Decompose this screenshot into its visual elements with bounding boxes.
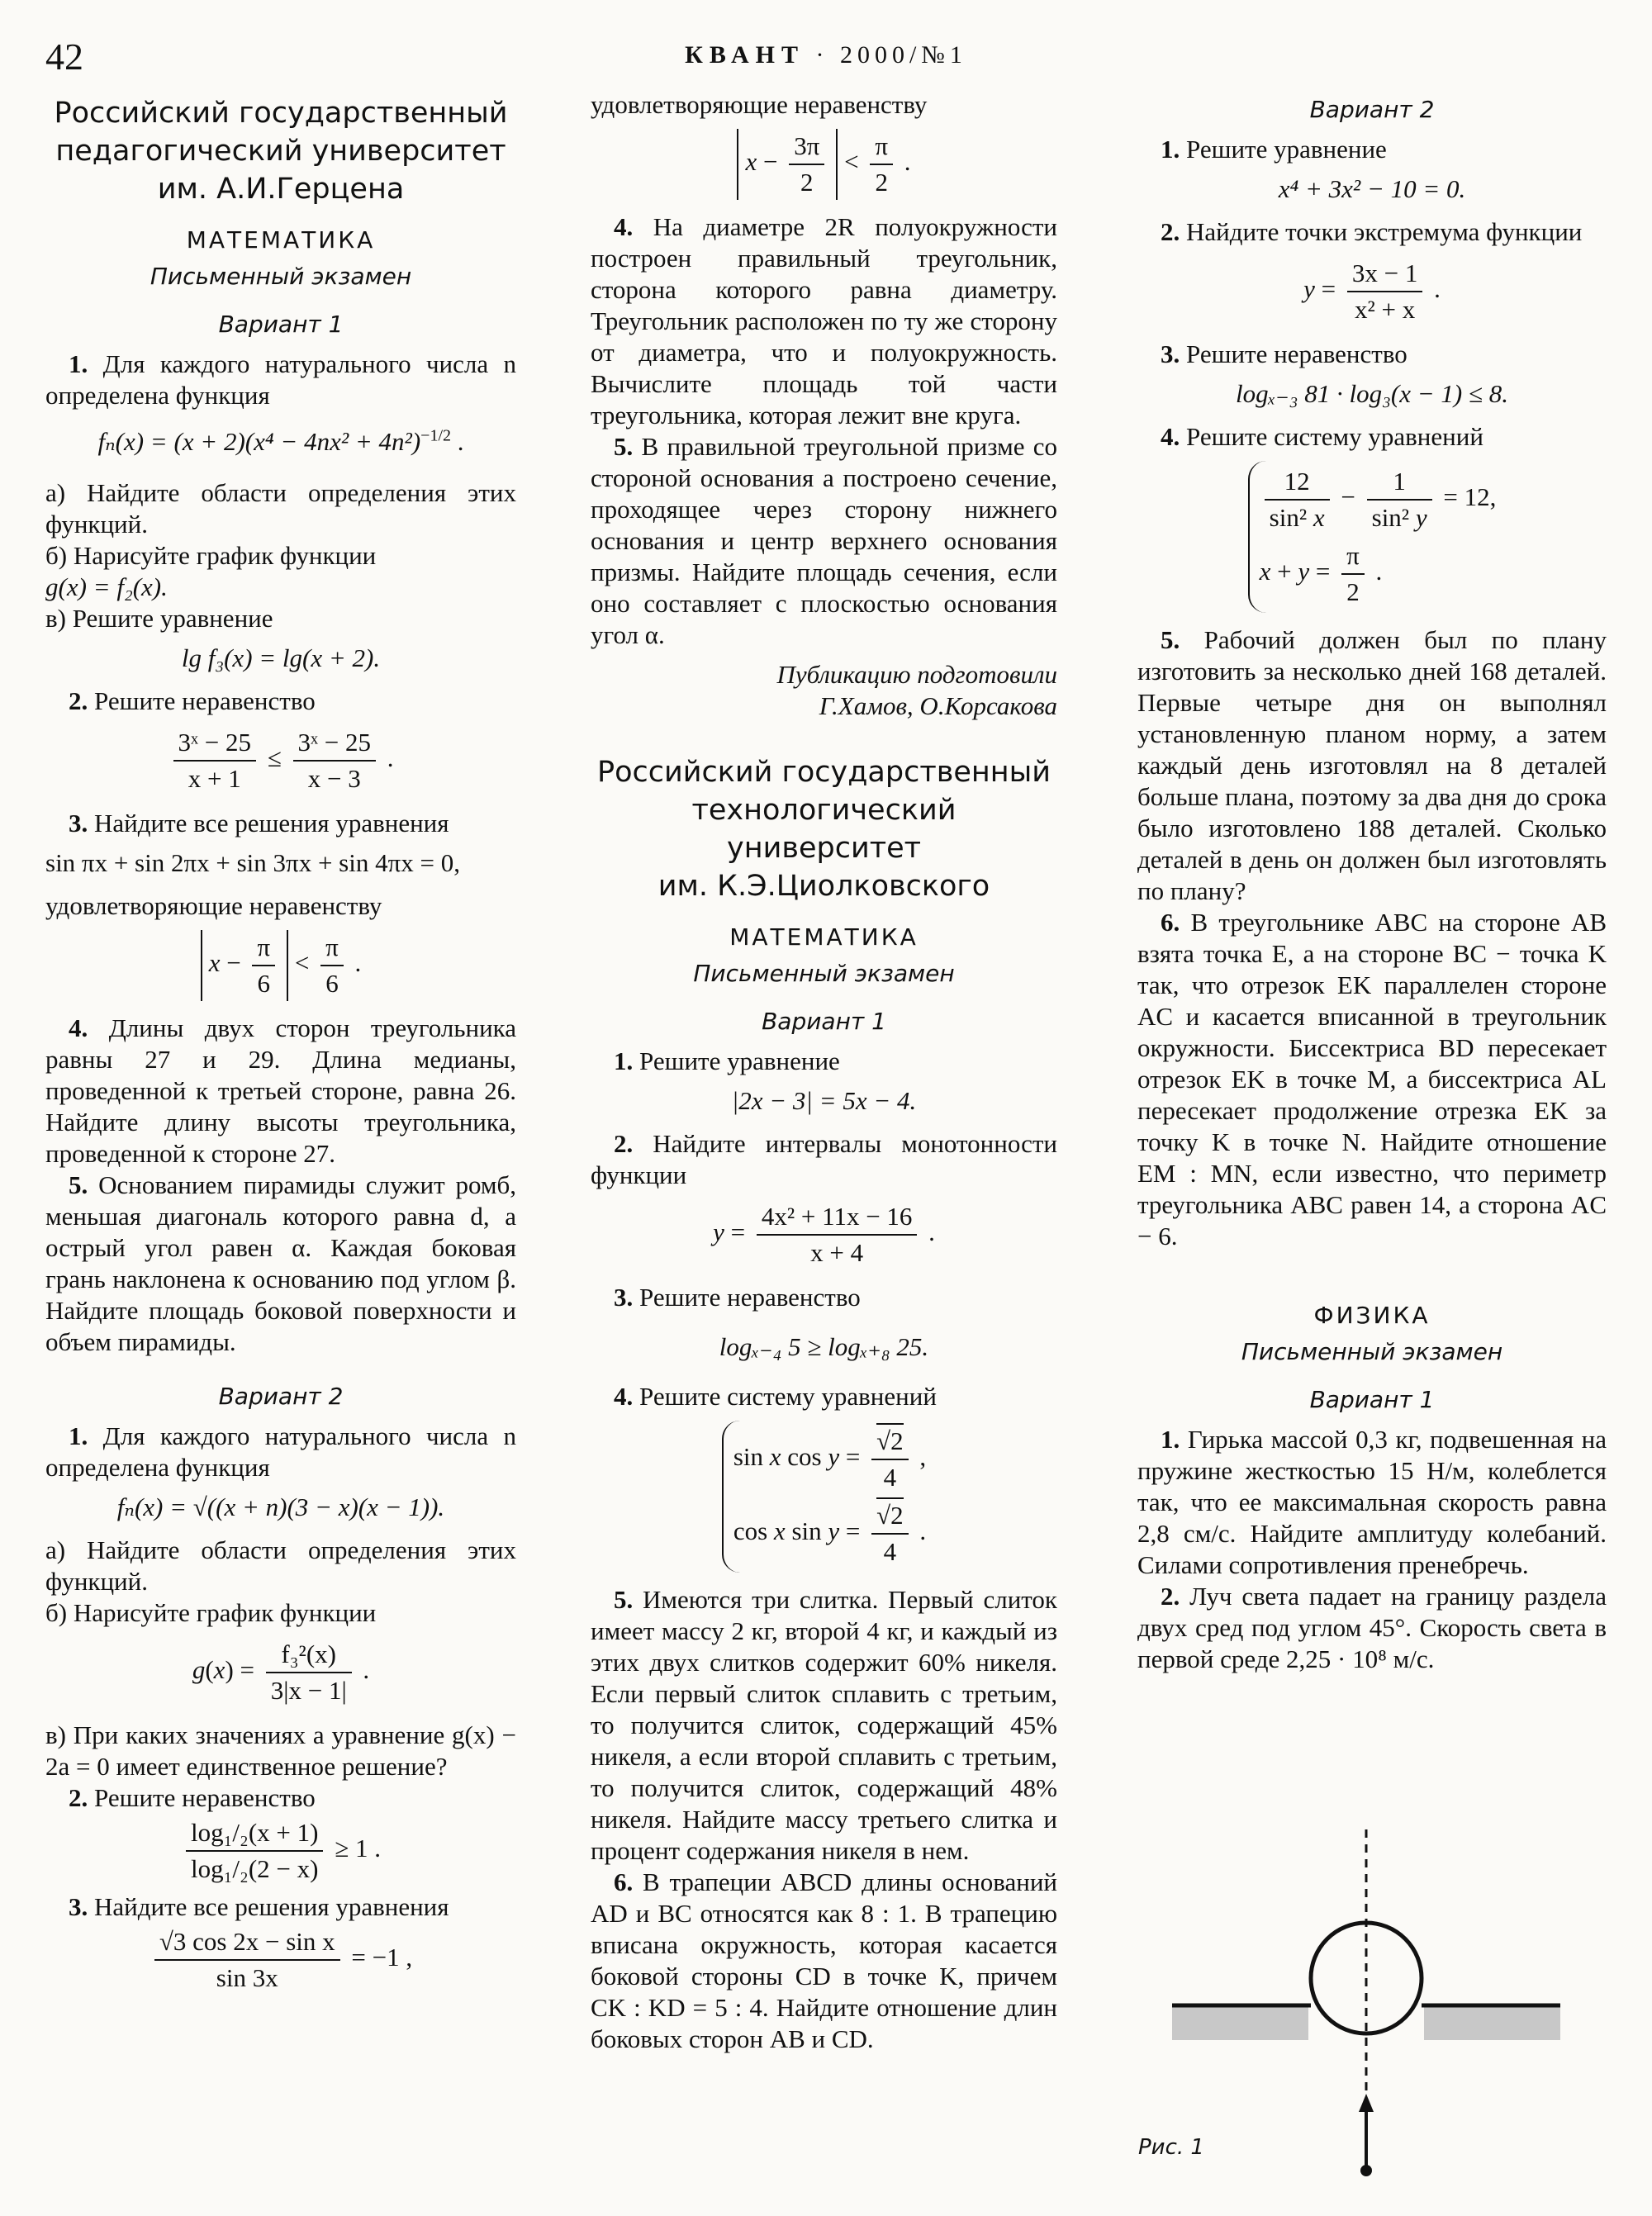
problem-3: 3. Решите неравенство — [614, 1283, 861, 1312]
column-3 — [1137, 89, 1607, 1675]
problem-4: 4. Решите систему уравнений — [1161, 422, 1483, 451]
credit: Публикацию подготовили Г.Хамов, О.Корсакова — [776, 660, 1057, 720]
physics-problem-2: 2. Луч света падает на границу раздела двух сред под углом 45°. Скорость света в первой среде 2,25 · 10⁸ м/с. — [1137, 1582, 1607, 1673]
formula: lg f₃(x) = lg(x + 2). — [181, 643, 381, 672]
problem-6: 6. В трапеции ABCD длины оснований AD и BC относятся как 8 : 1. В трапецию вписана окружность, которая касается боковой стороны CD в точке K, причем CK : KD = 5 : 4. Найдите отношение длин боковых сторон AB и CD. — [591, 1867, 1058, 2053]
figure-1 — [1137, 1813, 1607, 2185]
journal-name: КВАНТ — [685, 41, 805, 69]
column-1 — [45, 89, 516, 1997]
lower-medium-left — [1172, 2007, 1308, 2040]
lower-medium-right — [1424, 2007, 1560, 2040]
problem-3: 3. Найдите все решения уравнения — [69, 1892, 449, 1921]
formula: $\frac{\text{log₁/₂(x + 1)}}{\text{log₁/₂(2 − x)}}$ ≥ 1 . — [45, 1815, 516, 1886]
condition-text: удовлетворяющие неравенству — [591, 90, 928, 119]
problem-5: 5. Основанием пирамиды служит ромб, меньшая диагональ которого равна d, а острый угол равен α. Каждая боковая грань наклонена к основанию под углом β. Найдите площадь боковой поверхности и объем пирамиды. — [45, 1170, 517, 1356]
formula: logₓ₋₄ 5 ≥ logₓ₊₈ 25. — [719, 1332, 929, 1361]
problem-4: 4. Длины двух сторон треугольника равны 27 и 29. Длина медианы, проведенной к третьей стороне, равна 26. Найдите длину высоты треугольника, проведенной к стороне 27. — [45, 1013, 517, 1168]
formula: $f_n(x) = (x + 2)(x^4 - 4nx^2 + 4n^2)^{-1/2}$ . — [97, 426, 464, 456]
problem-1b: б) Нарисуйте график функции — [45, 1598, 377, 1627]
university-title: Российский государственный педагогический университет им. А.И.Герцена — [54, 97, 508, 206]
subject-heading: МАТЕМАТИКА — [729, 923, 919, 951]
ray-source-dot — [1360, 2165, 1372, 2176]
exam-heading: Письменный экзамен — [1241, 1338, 1503, 1365]
problem-2: 2. Решите неравенство — [69, 686, 316, 715]
problem-1: 1. Решите уравнение — [1161, 135, 1387, 164]
problem-5: 5. Рабочий должен был по плану изготовить за несколько дней 168 деталей. Первые четыре дня он выполнял установленную планом норму, а затем каждый день изготовлял на 8 деталей больше плана, поэтому за два дня до срока было изготовлено 188 деталей. Сколько деталей в день он должен был изготовлять по плану? — [1137, 625, 1607, 905]
issue-number: · 2000/№1 — [815, 41, 967, 69]
formula: y = $\frac{\text{4x² + 11x − 16}}{x + 4}$ . — [591, 1199, 1057, 1270]
physics-problem-1: 1. Гирька массой 0,3 кг, подвешенная на пружине жесткостью 15 Н/м, колеблется так, что ее максимальная скорость равна 2,8 см/с. Найдите амплитуду колебаний. Силами сопротивления пренебречь. — [1137, 1425, 1607, 1579]
figure-caption: Рис. 1 — [1138, 2135, 1204, 2160]
formula: x⁴ + 3x² − 10 = 0. — [1278, 174, 1466, 203]
problem-4: 4. На диаметре 2R полуокружности построен правильный треугольник, сторона которого равна диаметру. Треугольник расположен по ту же сторону от диаметра, что и полуокружность. Вычислите площадь той части треугольника, которая лежит вне круга. — [591, 212, 1057, 429]
problem-2: 2. Найдите интервалы монотонности функции — [591, 1129, 1057, 1189]
formula: $\frac{\text{√3 cos 2x − sin x}}{\sin 3x}$ = −1 , — [45, 1924, 516, 1995]
formula: |2x − 3| = 5x − 4. — [731, 1086, 917, 1115]
variant-heading: Вариант 1 — [218, 311, 344, 338]
problem-4: 4. Решите систему уравнений — [614, 1382, 937, 1411]
problem-3: 3. Найдите все решения уравнения — [69, 809, 449, 838]
variant-heading: Вариант 1 — [762, 1008, 886, 1035]
column-2 — [591, 89, 1057, 2055]
running-head — [0, 41, 1652, 69]
problem-1a: а) Найдите области определения этих функций. — [45, 478, 516, 539]
problem-2: 2. Решите неравенство — [69, 1783, 316, 1812]
formula: x − $\frac{\pi}{6}$ < $\frac{\pi}{6}$ . — [45, 930, 516, 1001]
problem-3: 3. Решите неравенство — [1161, 339, 1408, 368]
exam-heading: Письменный экзамен — [693, 960, 955, 987]
problem-1: 1. Для каждого натурального числа n определена функция — [45, 1421, 516, 1482]
variant-heading: Вариант 2 — [1309, 96, 1435, 123]
university-title: Российский государственный технологический университет им. К.Э.Циолковского — [596, 756, 1051, 903]
exam-heading: Письменный экзамен — [150, 263, 412, 290]
formula: g(x) = $\frac{\text{f₃²(x)}}{3|x - 1|}$ . — [45, 1637, 516, 1708]
formula: fₙ(x) = √((x + n)(3 − x)(x − 1)). — [116, 1492, 445, 1521]
problem-2: 2. Найдите точки экстремума функции — [1161, 217, 1583, 246]
problem-1: 1. Решите уравнение — [614, 1046, 840, 1075]
problem-5: 5. В правильной треугольной призме со стороной основания a построено сечение, проходящее через сторону нижнего основания и центр верхнего основания призмы. Найдите площадь сечения, если оно составляет с плоскостью основания угол α. — [591, 432, 1058, 649]
formula: sin x cos y = $\frac{√2}{4}$ , cos x sin y = $\frac{√2}{4}$ . — [591, 1421, 1057, 1573]
subject-heading: МАТЕМАТИКА — [186, 226, 376, 254]
formula: logₓ₋₃ 81 · log₃(x − 1) ≤ 8. — [1235, 379, 1509, 408]
problem-6: 6. В треугольнике ABC на стороне AB взята точка E, а на стороне BC − точка K так, что отрезок EK параллелен стороне AC и касается вписанной в треугольник окружности. Биссектриса BD пересекает отрезок EK в точке M, а биссектриса AL пересекает продолжение отрезка EK за точку K в точке N. Найдите отношение EM : MN, если известно, что периметр треугольника ABC равен 14, а сторона AC − 6. — [1137, 908, 1607, 1250]
problem-1b: б) Нарисуйте график функции g(x) = f₂(x). — [45, 541, 377, 601]
formula: $\frac{\text{3ˣ − 25}}{x + 1}$ ≤ $\frac{\text{3ˣ − 25}}{x - 3}$ . — [45, 725, 516, 796]
problem-1c: в) При каких значениях a уравнение g(x) − 2a = 0 имеет единственное решение? — [45, 1720, 516, 1781]
problem-1c: в) Решите уравнение — [45, 604, 273, 633]
problem-1a: а) Найдите области определения этих функций. — [45, 1535, 516, 1596]
subject-heading: ФИЗИКА — [1313, 1302, 1431, 1329]
variant-heading: Вариант 1 — [1309, 1386, 1435, 1413]
formula: sin πx + sin 2πx + sin 3πx + sin 4πx = 0, — [45, 848, 460, 877]
formula: x − $\frac{3\pi}{2}$ < $\frac{\pi}{2}$ . — [591, 129, 1057, 200]
variant-heading: Вариант 2 — [218, 1383, 344, 1410]
condition-text: удовлетворяющие неравенству — [45, 891, 382, 920]
formula: y = $\frac{3x - 1}{\text{x² + x}}$ . — [1137, 256, 1607, 327]
formula: $\frac{12}{\text{sin² x}}$ − $\frac{1}{\text{sin² y}}$ = 12, x + y = $\frac{\pi}{2}$ . — [1137, 461, 1607, 613]
ray-arrow — [1359, 2094, 1374, 2112]
problem-1: 1. Для каждого натурального числа n определена функция — [45, 349, 516, 410]
page-number: 42 — [45, 36, 83, 78]
problem-5: 5. Имеются три слитка. Первый слиток имеет массу 2 кг, второй 4 кг, и каждый из этих двух слитков содержит 60% никеля. Если первый слиток сплавить с третьим, то получится слиток, содержащий 45% никеля, а если второй сплавить с третьим, то получится слиток, содержащий 48% никеля. Найдите массу третьего слитка и процент содержания никеля в нем. — [591, 1585, 1057, 1865]
